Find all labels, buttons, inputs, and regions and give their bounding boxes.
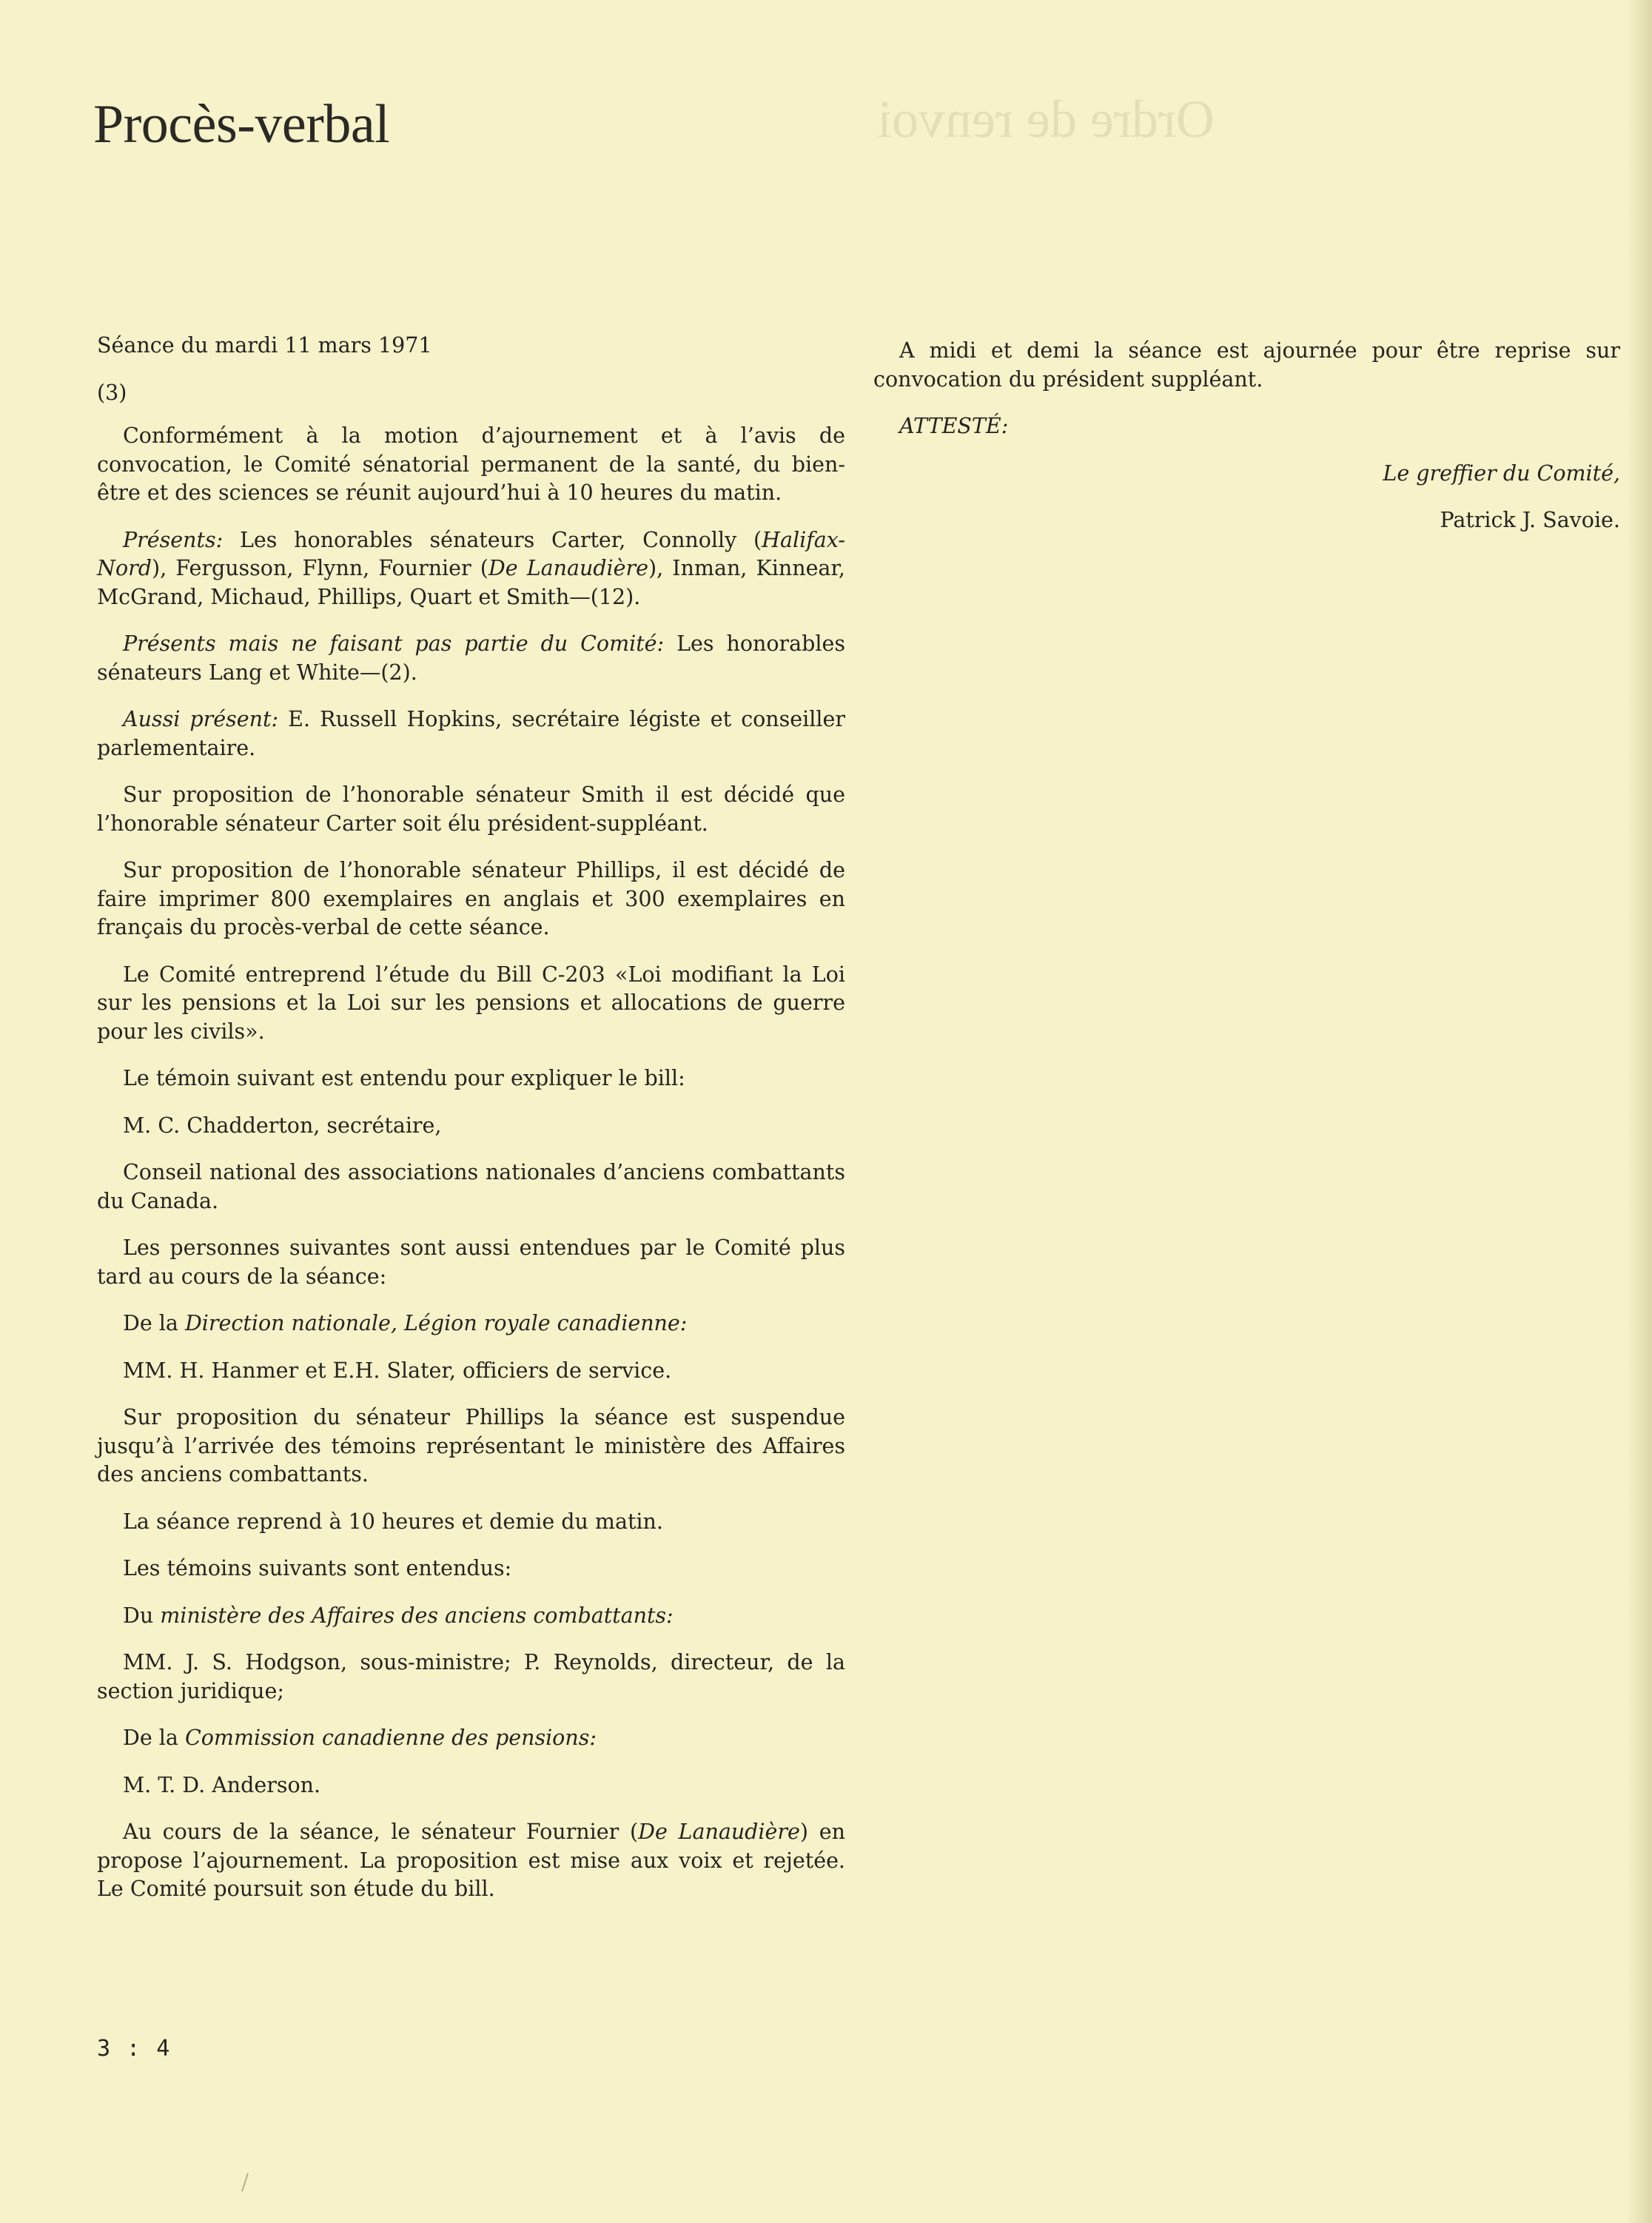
paragraph-non-members: Présents mais ne faisant pas partie du Comité: Les honorables sénateurs Lang et White—(2). — [97, 631, 845, 685]
organization-veterans-affairs: Du ministère des Affaires des anciens combattants: — [123, 1603, 674, 1628]
session-date: Séance du mardi 11 mars 1971 — [97, 333, 432, 358]
paragraph-chair-election: Sur proposition de l’honorable sénateur Smith il est décidé que l’honorable sénateur Carter soit élu président-suppléant. — [97, 782, 845, 836]
paragraph-suspension: Sur proposition du sénateur Phillips la séance est suspendue jusqu’à l’arrivée des témoins représentant le ministère des Affaires des anciens combattants. — [97, 1405, 845, 1486]
witness-organization: Conseil national des associations nationales d’anciens combattants du Canada. — [97, 1160, 845, 1213]
attestation-label: ATTESTÉ: — [899, 414, 1009, 438]
page-title: Procès-verbal — [93, 94, 390, 155]
witness-anderson: M. T. D. Anderson. — [123, 1772, 321, 1797]
right-column — [873, 337, 1620, 554]
paragraph-printing: Sur proposition de l’honorable sénateur Phillips, il est décidé de faire imprimer 800 exemplaires en anglais et 300 exemplaires en français du procès-verbal de cette séance. — [97, 858, 845, 939]
witness-chadderton: M. C. Chadderton, secrétaire, — [123, 1113, 442, 1138]
page-folio: 3 : 4 — [97, 2036, 172, 2062]
paragraph-resumption: La séance reprend à 10 heures et demie du matin. — [123, 1509, 663, 1534]
page-edge-shadow — [1627, 0, 1652, 2223]
paragraph-presents: Présents: Les honorables sénateurs Carter, Connolly (Halifax-Nord), Fergusson, Flynn, Fournier (De Lanaudière), Inman, Kinnear, McGrand, Michaud, Phillips, Quart et Smith—(12). — [97, 527, 845, 609]
paragraph-bill-study: Le Comité entreprend l’étude du Bill C-203 «Loi modifiant la Loi sur les pensions et la Loi sur les pensions et allocations de guerre pour les civils». — [97, 962, 845, 1044]
paragraph-other-witnesses: Les personnes suivantes sont aussi entendues par le Comité plus tard au cours de la séance: — [97, 1235, 845, 1289]
clerk-name: Patrick J. Savoie. — [1440, 508, 1620, 532]
bleed-through-title: Ordre de renvoi — [877, 90, 1215, 149]
paragraph-witness-intro: Le témoin suivant est entendu pour expliquer le bill: — [123, 1066, 685, 1090]
presents-label: Présents: — [123, 527, 224, 552]
session-number: (3) — [97, 380, 127, 405]
paragraph-also-present: Aussi présent: E. Russell Hopkins, secrétaire légiste et conseiller parlementaire. — [97, 707, 845, 760]
paragraph-adjournment-motion: Au cours de la séance, le sénateur Fournier (De Lanaudière) en propose l’ajournement. La proposition est mise aux voix et rejetée. Le Comité poursuit son étude du bill. — [97, 1820, 845, 1901]
paragraph-adjournment: A midi et demi la séance est ajournée pour être reprise sur convocation du président suppléant. — [873, 338, 1620, 392]
left-column — [97, 332, 845, 1922]
pen-mark — [241, 2173, 249, 2191]
paragraph-convocation: Conformément à la motion d’ajournement et à l’avis de convocation, le Comité sénatorial permanent de la santé, du bien-être et des sciences se réunit aujourd’hui à 10 heures du matin. — [97, 423, 845, 505]
organization-pension-commission: De la Commission canadienne des pensions: — [123, 1726, 597, 1750]
witness-hodgson-reynolds: MM. J. S. Hodgson, sous-ministre; P. Reynolds, directeur, de la section juridique; — [97, 1650, 845, 1703]
witness-hanmer-slater: MM. H. Hanmer et E.H. Slater, officiers de service. — [123, 1358, 672, 1383]
organization-legion: De la Direction nationale, Légion royale canadienne: — [123, 1311, 688, 1335]
paragraph-witnesses-heard: Les témoins suivants sont entendus: — [123, 1556, 512, 1580]
clerk-title: Le greffier du Comité, — [1383, 460, 1620, 486]
